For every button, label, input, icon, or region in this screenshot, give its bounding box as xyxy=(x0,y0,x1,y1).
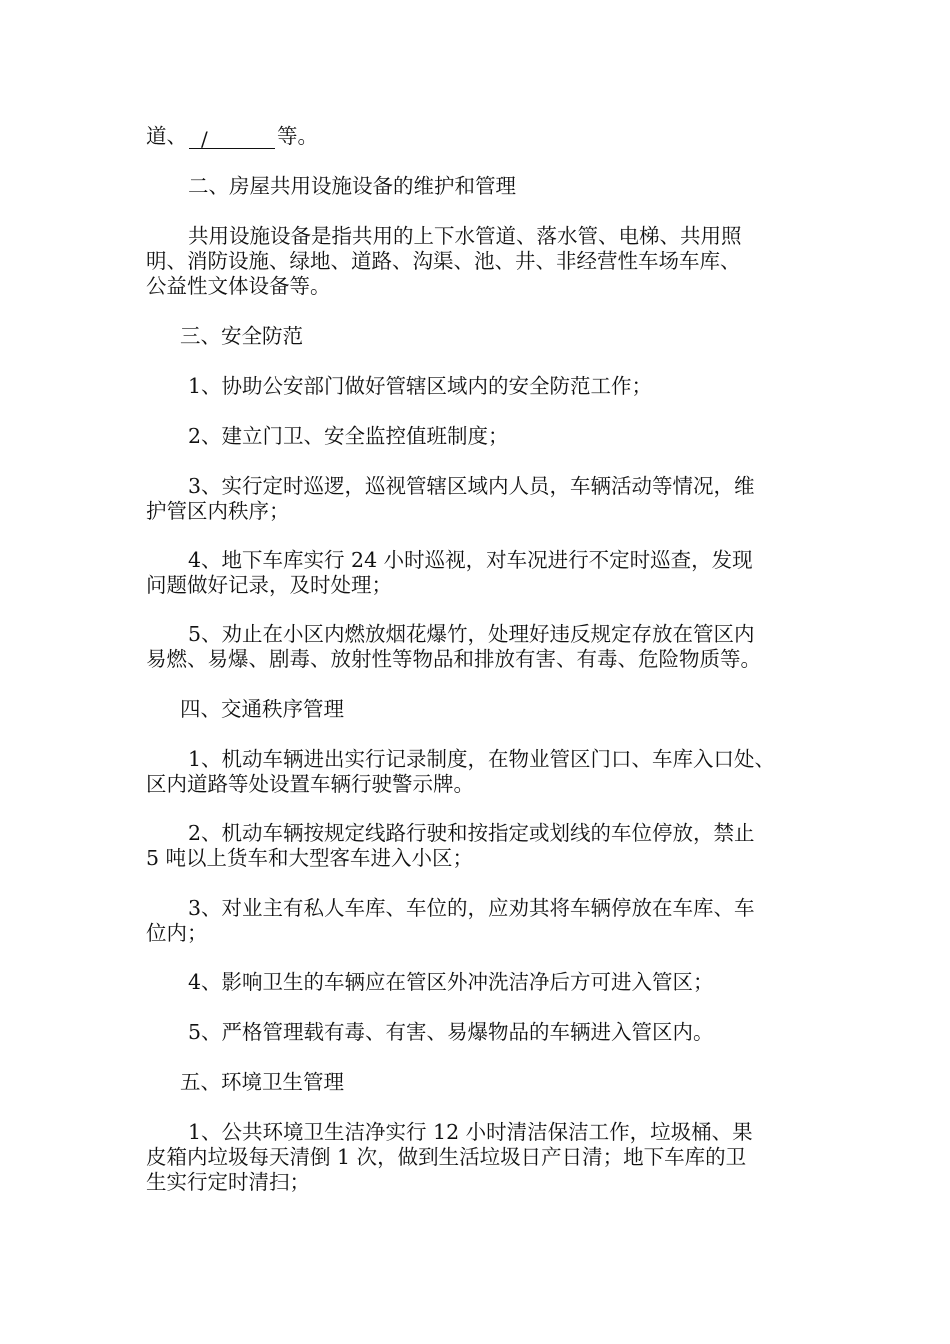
section-heading-3: 三、安全防范 xyxy=(180,324,303,348)
list-item-traffic-4: 4、影响卫生的车辆应在管区外冲洗洁净后方可进入管区； xyxy=(188,970,714,994)
list-item-traffic-2: 2、机动车辆按规定线路行驶和按指定或划线的车位停放，禁止 5 吨以上货车和大型客车进入小区； xyxy=(146,821,755,870)
list-item-security-3: 3、实行定时巡逻，巡视管辖区域内人员，车辆活动等情况，维 护管区内秩序； xyxy=(146,474,755,523)
list-item-traffic-3: 3、对业主有私人车库、车位的，应劝其将车辆停放在车库、车 位内； xyxy=(146,896,755,945)
list-item-security-5: 5、劝止在小区内燃放烟花爆竹，处理好违反规定存放在管区内 易燃、易爆、剧毒、放射性等物品和排放有害、有毒、危险物质等。 xyxy=(146,622,761,671)
list-item-traffic-1: 1、机动车辆进出实行记录制度，在物业管区门口、车库入口处、 区内道路等处设置车辆行驶警示牌。 xyxy=(146,747,776,796)
list-item-security-2: 2、建立门卫、安全监控值班制度； xyxy=(188,424,509,448)
section-heading-5: 五、环境卫生管理 xyxy=(180,1070,344,1094)
list-item-security-4: 4、地下车库实行 24 小时巡视，对车况进行不定时巡查，发现 问题做好记录，及时处理； xyxy=(146,548,753,597)
list-item-security-1: 1、协助公安部门做好管辖区域内的安全防范工作； xyxy=(188,374,653,398)
text-line: 等。 xyxy=(277,124,318,148)
paragraph-shared-facilities: 共用设施设备是指共用的上下水管道、落水管、电梯、共用照 明、消防设施、绿地、道路、沟渠、池、井、非经营性车场车库、 公益性文体设备等。 xyxy=(146,224,742,298)
section-heading-2: 二、房屋共用设施设备的维护和管理 xyxy=(188,174,516,198)
list-item-sanitation-1: 1、公共环境卫生洁净实行 12 小时清洁保洁工作，垃圾桶、果 皮箱内垃圾每天清倒 1 次，做到生活垃圾日产日清；地下车库的卫 生实行定时清扫； xyxy=(146,1120,753,1194)
fill-in-blank: / xyxy=(189,129,275,149)
paragraph-continuation xyxy=(146,124,826,149)
text-line: 道、 xyxy=(146,124,187,148)
section-heading-4: 四、交通秩序管理 xyxy=(180,697,344,721)
list-item-traffic-5: 5、严格管理载有毒、有害、易爆物品的车辆进入管区内。 xyxy=(188,1020,714,1044)
